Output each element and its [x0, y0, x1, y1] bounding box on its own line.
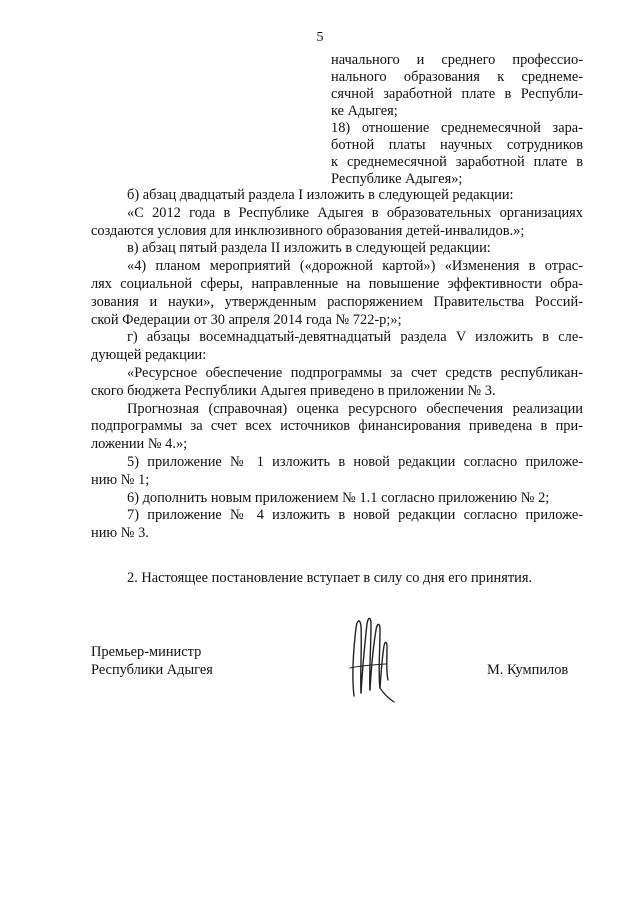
- text-line: 7) приложение № 4 изложить в новой редакции согласно приложе-: [127, 507, 583, 524]
- text-line: в) абзац пятый раздела II изложить в следующей редакции:: [127, 240, 491, 257]
- text-line: 2. Настоящее постановление вступает в силу со дня его принятия.: [127, 569, 533, 586]
- text-line: нию № 1;: [91, 471, 150, 488]
- text-line: создаются условия для инклюзивного образования детей-инвалидов.»;: [91, 222, 525, 239]
- text-line: ского бюджета Республики Адыгея приведено в приложении № 3.: [91, 382, 496, 399]
- signatory-title-line: Республики Адыгея: [91, 661, 213, 678]
- page-number: 5: [316, 30, 324, 45]
- paragraph-b: [91, 187, 583, 205]
- text-line: сячной заработной плате в Республи-: [331, 86, 583, 102]
- paragraph-6: [91, 490, 583, 508]
- text-line: нального образования к среднеме-: [331, 69, 583, 85]
- paragraph-g: [91, 329, 583, 365]
- document-body: [91, 187, 583, 588]
- text-line: лях социальной сферы, направленные на повышение эффективности обра-: [91, 275, 583, 292]
- spacer: [91, 543, 583, 570]
- paragraph-forecast: [91, 401, 583, 454]
- text-line: к среднемесячной заработной плате в: [331, 154, 583, 170]
- text-line: начального и среднего профессио-: [331, 52, 583, 68]
- text-line: «Ресурсное обеспечение подпрограммы за счет средств республикан-: [127, 364, 583, 381]
- signatory-title: [91, 644, 213, 680]
- paragraph-7: [91, 507, 583, 543]
- final-clause: [91, 570, 583, 588]
- text-line: нию № 3.: [91, 525, 149, 542]
- text-line: г) абзацы восемнадцатый-девятнадцатый раздела V изложить в сле-: [127, 329, 583, 346]
- text-line: зования и науки», утвержденным распоряжением Правительства Россий-: [91, 293, 583, 310]
- text-line: дующей редакции:: [91, 347, 207, 364]
- signatory-name: М. Кумпилов: [487, 662, 569, 678]
- signatory-title-line: Премьер-министр: [91, 644, 202, 660]
- text-line: Прогнозная (справочная) оценка ресурсного обеспечения реализации: [127, 400, 583, 417]
- paragraph-quote-resources: [91, 365, 583, 401]
- text-line: 6) дополнить новым приложением № 1.1 согласно приложению № 2;: [127, 489, 550, 506]
- indented-list-continuation: [331, 52, 583, 188]
- paragraph-v: [91, 240, 583, 258]
- text-line: ботной платы научных сотрудников: [331, 137, 583, 153]
- text-line: ложении № 4.»;: [91, 436, 188, 453]
- text-line: б) абзац двадцатый раздела I изложить в следующей редакции:: [127, 187, 514, 203]
- text-line: ской Федерации от 30 апреля 2014 года № 722-р;»;: [91, 311, 402, 328]
- handwritten-signature: [340, 608, 400, 708]
- text-line: 5) приложение № 1 изложить в новой редакции согласно приложе-: [127, 453, 583, 470]
- text-line: «4) планом мероприятий («дорожной картой») «Изменения в отрас-: [127, 258, 583, 275]
- text-line: «С 2012 года в Республике Адыгея в образовательных организациях: [127, 204, 583, 221]
- paragraph-quote-inclusive-education: [91, 205, 583, 241]
- text-line: Республике Адыгея»;: [331, 171, 463, 187]
- text-line: 18) отношение среднемесячной зара-: [331, 120, 583, 136]
- text-line: ке Адыгея;: [331, 103, 398, 119]
- paragraph-quote-road-map: [91, 258, 583, 329]
- paragraph-5: [91, 454, 583, 490]
- text-line: подпрограммы за счет всех источников финансирования приведена в при-: [91, 418, 583, 435]
